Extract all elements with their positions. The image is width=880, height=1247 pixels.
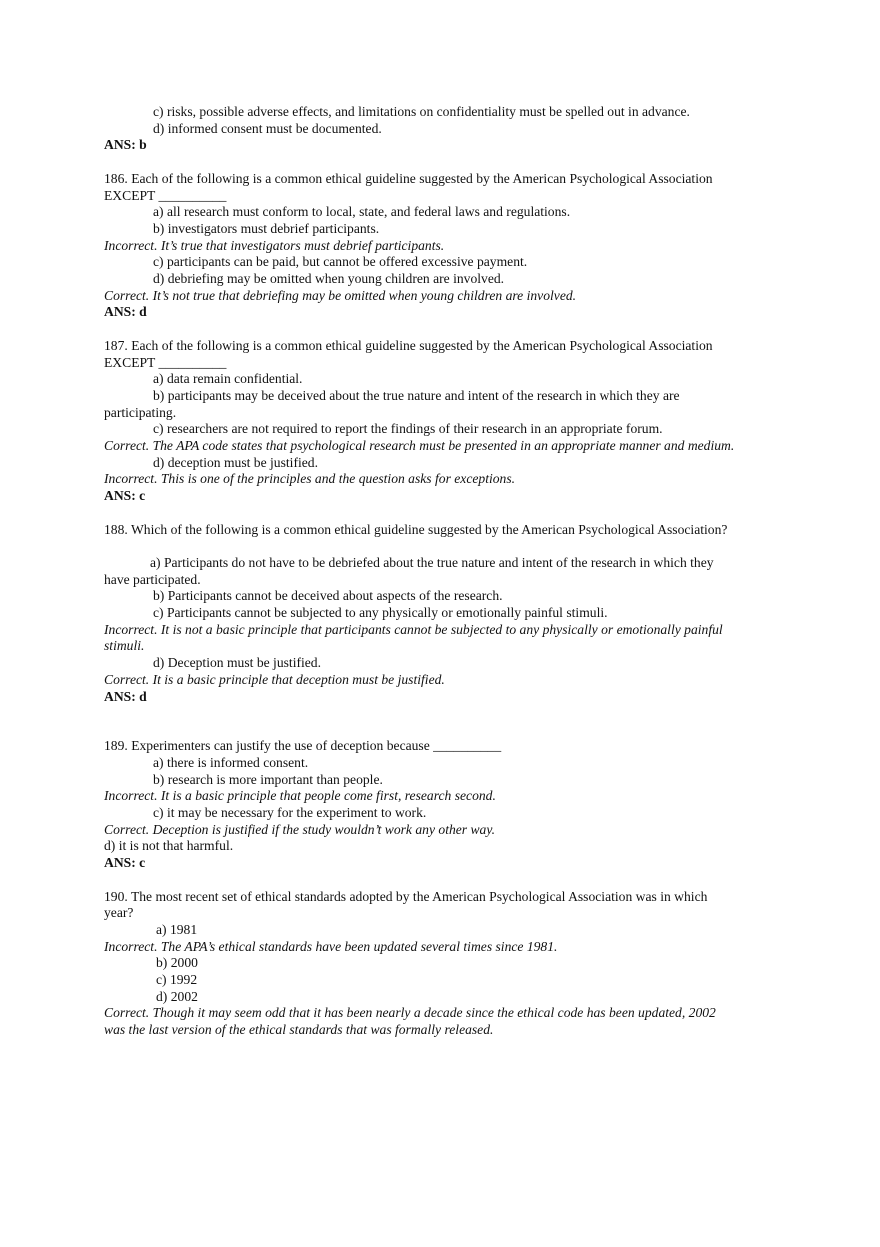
feedback-c-cont: stimuli. — [104, 638, 145, 654]
option-b: b) participants may be deceived about the true nature and intent of the research in which they are — [153, 387, 680, 403]
answer-key: ANS: b — [104, 137, 147, 153]
option-d: d) it is not that harmful. — [104, 838, 234, 854]
feedback-d: Incorrect. This is one of the principles and the question asks for exceptions. — [104, 471, 516, 487]
option-d: d) Deception must be justified. — [153, 655, 321, 671]
feedback-c: Correct. The APA code states that psychological research must be presented in an appropriate manner and medium. — [104, 438, 735, 454]
answer-key: ANS: d — [104, 688, 147, 704]
question-stem: 190. The most recent set of ethical standards adopted by the American Psychological Association was in which — [104, 888, 708, 904]
option-b-cont: participating. — [104, 404, 177, 420]
option-a: a) 1981 — [156, 921, 198, 937]
question-stem: 186. Each of the following is a common ethical guideline suggested by the American Psychological Association — [104, 170, 713, 186]
option-a: a) there is informed consent. — [153, 754, 309, 770]
option-c: c) Participants cannot be subjected to any physically or emotionally painful stimuli. — [153, 605, 608, 621]
question-187 — [104, 338, 794, 505]
question-190 — [104, 889, 794, 1039]
option-d: d) 2002 — [156, 988, 198, 1004]
question-188 — [104, 522, 794, 706]
option-c: c) participants can be paid, but cannot be offered excessive payment. — [153, 254, 528, 270]
question-stem-cont: EXCEPT __________ — [104, 354, 227, 370]
question-stem: 187. Each of the following is a common ethical guideline suggested by the American Psychological Association — [104, 337, 713, 353]
feedback-d: Correct. It is a basic principle that deception must be justified. — [104, 671, 445, 687]
feedback-d: Correct. It’s not true that debriefing may be omitted when young children are involved. — [104, 287, 577, 303]
document-page — [104, 104, 794, 1039]
option-d: d) debriefing may be omitted when young children are involved. — [153, 271, 505, 287]
option-b: b) investigators must debrief participants. — [153, 220, 380, 236]
option-b: b) Participants cannot be deceived about aspects of the research. — [153, 588, 503, 604]
question-189 — [104, 738, 794, 872]
question-stem: 189. Experimenters can justify the use of deception because __________ — [104, 738, 502, 754]
feedback-d: Correct. Though it may seem odd that it has been nearly a decade since the ethical code has been updated, 2002 — [104, 1005, 716, 1021]
option-c: c) 1992 — [156, 972, 198, 988]
option-a-cont: have participated. — [104, 571, 201, 587]
option-a: a) Participants do not have to be debriefed about the true nature and intent of the research in which they — [150, 554, 714, 570]
answer-key: ANS: c — [104, 855, 146, 871]
previous-question-tail — [104, 104, 794, 154]
answer-key: ANS: c — [104, 488, 146, 504]
option-b: b) research is more important than people. — [153, 771, 383, 787]
question-stem: 188. Which of the following is a common ethical guideline suggested by the American Psychological Association? — [104, 521, 728, 537]
question-stem-cont: EXCEPT __________ — [104, 187, 227, 203]
feedback-b: Incorrect. It is a basic principle that people come first, research second. — [104, 788, 496, 804]
option-c: c) researchers are not required to report the findings of their research in an appropriate forum. — [153, 421, 663, 437]
option-a: a) all research must conform to local, state, and federal laws and regulations. — [153, 204, 571, 220]
feedback-a: Incorrect. The APA’s ethical standards have been updated several times since 1981. — [104, 938, 558, 954]
feedback-d-cont: was the last version of the ethical standards that was formally released. — [104, 1022, 494, 1038]
feedback-c: Incorrect. It is not a basic principle that participants cannot be subjected to any physically or emotionally painful — [104, 621, 723, 637]
option-d: d) informed consent must be documented. — [153, 120, 382, 136]
question-186 — [104, 171, 794, 321]
option-c: c) it may be necessary for the experiment to work. — [153, 805, 427, 821]
answer-key: ANS: d — [104, 304, 147, 320]
option-c: c) risks, possible adverse effects, and limitations on confidentiality must be spelled out in advance. — [153, 104, 690, 119]
option-a: a) data remain confidential. — [153, 371, 303, 387]
option-d: d) deception must be justified. — [153, 454, 318, 470]
feedback-c: Correct. Deception is justified if the study wouldn’t work any other way. — [104, 821, 496, 837]
question-stem-cont: year? — [104, 905, 134, 921]
feedback-b: Incorrect. It’s true that investigators must debrief participants. — [104, 237, 445, 253]
option-b: b) 2000 — [156, 955, 198, 971]
